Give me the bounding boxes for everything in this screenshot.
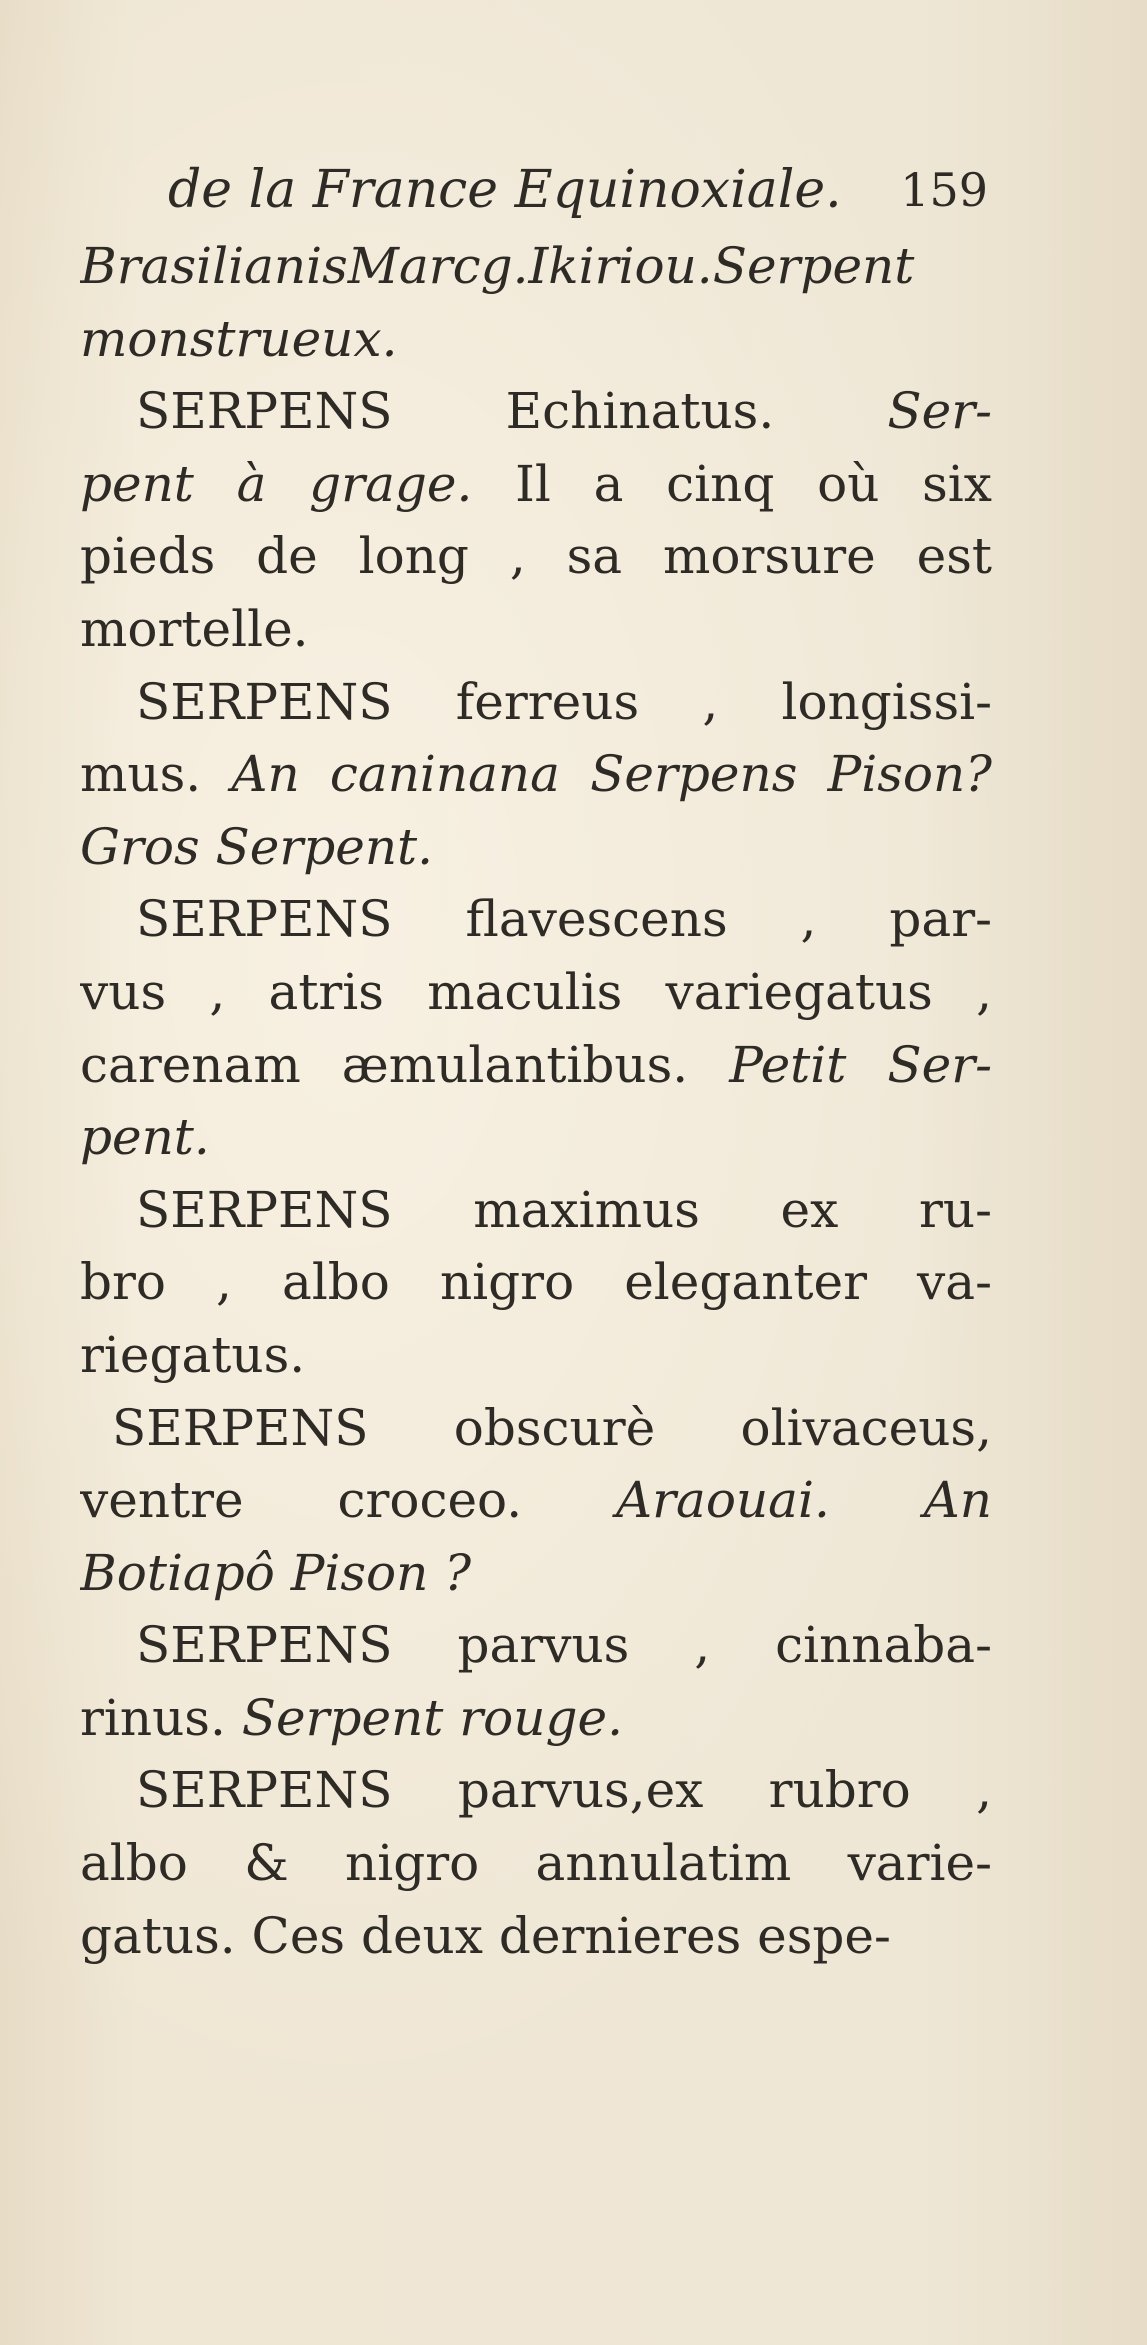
roman-text: riegatus. — [80, 1325, 306, 1384]
roman-text: SERPENS parvus,ex rubro , — [136, 1761, 992, 1820]
italic-text: Gros Serpent. — [80, 817, 434, 876]
text-line — [80, 956, 992, 1029]
roman-text: mortelle. — [80, 599, 309, 658]
roman-text: gatus. Ces deux dernieres espe- — [80, 1906, 891, 1965]
body-text — [80, 230, 992, 1972]
text-line — [80, 738, 992, 811]
text-line — [80, 1827, 992, 1900]
running-title: de la France Equinoxiale. — [168, 160, 842, 220]
roman-text: SERPENS ferreus , longissi- — [136, 672, 992, 731]
text-line — [80, 593, 992, 666]
italic-text: An caninana Serpens Pison? — [231, 745, 992, 804]
roman-text: pieds de long , sa morsure est — [80, 527, 992, 586]
text-line — [80, 1682, 992, 1755]
roman-text: carenam æmulantibus. — [80, 1035, 730, 1094]
roman-text: rinus. — [80, 1688, 242, 1747]
italic-text: Ser- — [887, 382, 992, 441]
roman-text: SERPENS obscurè olivaceus, — [112, 1398, 992, 1457]
roman-text: mus. — [80, 745, 232, 804]
roman-text: ventre croceo. — [80, 1471, 617, 1530]
text-line — [80, 1029, 992, 1102]
text-line — [80, 1319, 992, 1392]
italic-text: Araouai. An — [616, 1471, 992, 1530]
roman-text: SERPENS flavescens , par- — [136, 890, 992, 949]
text-line — [80, 448, 992, 521]
text-line — [80, 1174, 992, 1247]
italic-text: pent. — [80, 1108, 210, 1167]
text-line — [80, 1754, 992, 1827]
roman-text: vus , atris maculis variegatus , — [80, 962, 992, 1021]
text-line — [80, 811, 992, 884]
italic-text: BrasilianisMarcg.Ikiriou.Serpent — [80, 237, 915, 295]
text-line — [80, 1392, 992, 1465]
italic-text: monstrueux. — [80, 309, 398, 368]
italic-text: Botiapô Pison ? — [80, 1543, 472, 1602]
text-line — [80, 375, 992, 448]
text-line — [80, 1101, 992, 1174]
page-number: 159 — [900, 163, 988, 217]
text-line — [80, 1464, 992, 1537]
roman-text: SERPENS Echinatus. — [136, 382, 888, 441]
text-line — [80, 230, 992, 303]
text-line — [80, 520, 992, 593]
text-line — [80, 1900, 992, 1973]
roman-text: albo & nigro annulatim varie- — [80, 1834, 992, 1893]
italic-text: Petit Ser- — [729, 1035, 992, 1094]
page-header — [168, 150, 988, 230]
italic-text: Serpent rouge. — [241, 1688, 623, 1747]
roman-text: SERPENS maximus ex ru- — [136, 1180, 992, 1239]
text-line — [80, 883, 992, 956]
text-line — [80, 1609, 992, 1682]
italic-text: pent à grage. — [80, 454, 473, 513]
roman-text: Il a cinq où six — [472, 454, 992, 513]
text-line — [80, 666, 992, 739]
text-line — [80, 1537, 992, 1610]
roman-text: bro , albo nigro eleganter va- — [80, 1253, 992, 1312]
roman-text: SERPENS parvus , cinnaba- — [136, 1616, 992, 1675]
text-line — [80, 303, 992, 376]
text-line — [80, 1246, 992, 1319]
